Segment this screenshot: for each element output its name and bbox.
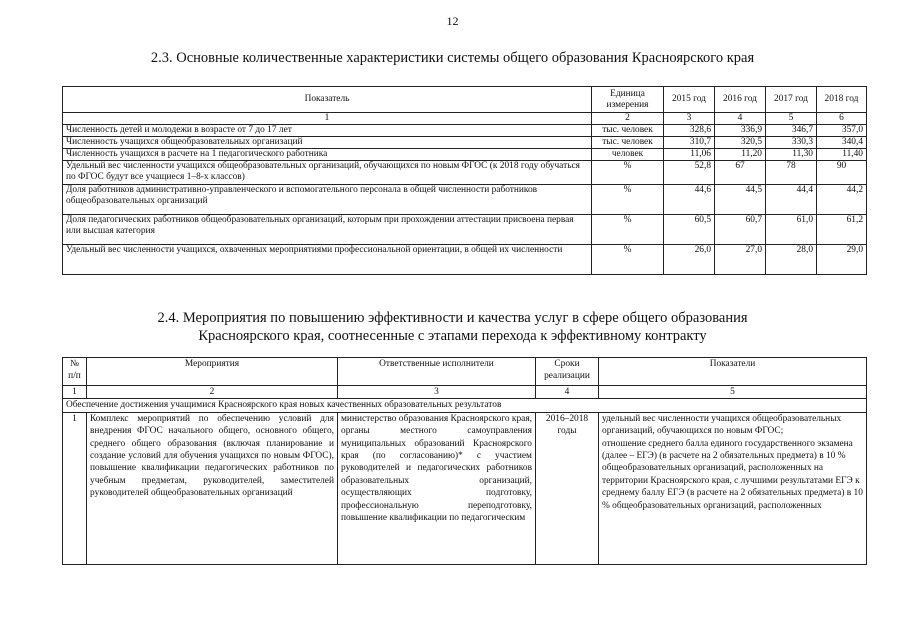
section-2-3-title: 2.3. Основные количественные характеристики системы общего образования Красноярского края <box>150 50 755 66</box>
row-value: 26,0 <box>664 244 715 274</box>
row-unit: % <box>592 244 664 274</box>
column-number: 5 <box>766 113 817 125</box>
group-title: Обеспечение достижения учащимися Красноярского края новых качественных образовательных результатов <box>63 399 867 412</box>
row-indicators <box>599 412 867 564</box>
table-row <box>63 184 867 214</box>
characteristics-table <box>62 86 867 275</box>
row-indicator: Численность учащихся общеобразовательных организаций <box>63 136 592 148</box>
row-term-unit: годы <box>557 426 577 437</box>
header-year-2017: 2017 год <box>766 87 817 113</box>
row-indicator: Удельный вес численности учащихся, охваченных мероприятиями профессиональной ориентации, в общей их численности <box>63 244 592 274</box>
column-number: 4 <box>715 113 766 125</box>
row-value: 28,0 <box>766 244 817 274</box>
column-number: 3 <box>664 113 715 125</box>
row-value: 44,4 <box>766 184 817 214</box>
table-row <box>63 160 867 184</box>
header-num: № п/п <box>63 358 87 386</box>
header-year-2016: 2016 год <box>715 87 766 113</box>
row-value: 44,2 <box>817 184 867 214</box>
row-value: 60,5 <box>664 214 715 244</box>
row-unit: тыс. человек <box>592 124 664 136</box>
header-year-2018: 2018 год <box>817 87 867 113</box>
table-row <box>63 124 867 136</box>
row-indicator: Численность детей и молодежи в возрасте от 7 до 17 лет <box>63 124 592 136</box>
row-value: 61,2 <box>817 214 867 244</box>
table-header-row <box>63 358 867 386</box>
row-value: 336,9 <box>715 124 766 136</box>
row-value: 320,5 <box>715 136 766 148</box>
column-number: 1 <box>63 386 87 399</box>
indicator-item: удельный вес численности учащихся общеобразовательных организаций, обучающихся по новым ФГОС; <box>602 413 842 437</box>
header-indicators: Показатели <box>599 358 867 386</box>
row-value: 330,3 <box>766 136 817 148</box>
row-indicator: Доля педагогических работников общеобразовательных организаций, которым при прохождении аттестации присвоена первая или высшая категория <box>63 214 592 244</box>
column-number: 3 <box>338 386 536 399</box>
row-num: 1 <box>63 412 87 564</box>
header-executors: Ответственные исполнители <box>338 358 536 386</box>
row-value: 44,5 <box>715 184 766 214</box>
row-term <box>536 412 599 564</box>
column-number: 4 <box>536 386 599 399</box>
row-term-years: 2016–2018 <box>545 413 589 424</box>
row-measure: Комплекс мероприятий по обеспечению условий для внедрения ФГОС начального общего, основного общего, среднего общего образования (включая планирование и создание условий для обучения учащихся по новым ФГОС), повышение квалификации педагогических работников по учебным предметам, руководителей, заместителей руководителей общеобразовательных организаций <box>87 412 338 564</box>
row-indicator: Численность учащихся в расчете на 1 педагогического работника <box>63 148 592 160</box>
row-value: 328,6 <box>664 124 715 136</box>
section-2-4-title-line-1: 2.4. Мероприятия по повышению эффективности и качества услуг в сфере общего образования <box>157 310 748 326</box>
header-unit: Единица измерения <box>592 87 664 113</box>
row-value: 52,8 <box>664 160 715 184</box>
group-row <box>63 399 867 412</box>
row-value: 44,6 <box>664 184 715 214</box>
row-unit: % <box>592 184 664 214</box>
row-value: 310,7 <box>664 136 715 148</box>
row-unit: человек <box>592 148 664 160</box>
header-indicator: Показатель <box>63 87 592 113</box>
row-value: 11,20 <box>715 148 766 160</box>
column-number: 6 <box>817 113 867 125</box>
row-executors: министерство образования Красноярского края, органы местного самоуправления муниципальных образований Красноярского края (по согласованию)* с участием руководителей и педагогических работников образовательных организаций, осуществляющих подготовку, профессиональную переподготовку, повышение квалификации по педагогическим <box>338 412 536 564</box>
page-number: 12 <box>446 14 459 28</box>
row-indicator: Доля работников административно-управленческого и вспомогательного персонала в общей численности работников общеобразовательных организаций <box>63 184 592 214</box>
row-value: 340,4 <box>817 136 867 148</box>
row-value: 357,0 <box>817 124 867 136</box>
row-unit: % <box>592 160 664 184</box>
row-value: 29,0 <box>817 244 867 274</box>
column-number: 1 <box>63 113 592 125</box>
row-value: 11,40 <box>817 148 867 160</box>
measures-table <box>62 357 867 565</box>
table-row <box>63 136 867 148</box>
section-2-4-title-line-2: Красноярского края, соотнесенные с этапами перехода к эффективному контракту <box>198 328 707 344</box>
table-row <box>63 214 867 244</box>
column-number: 2 <box>592 113 664 125</box>
row-value: 27,0 <box>715 244 766 274</box>
indicator-item: отношение среднего балла единого государственного экзамена (далее – ЕГЭ) (в расчете на 2 обязательных предмета) в 10 % общеобразовательных организаций, расположенных на территории Красноярского края, с лучшими результатами ЕГЭ к среднему баллу ЕГЭ (в расчете на 2 обязательных предмета) в 10 % общеобразовательных организаций, расположенных <box>602 438 863 511</box>
row-value: 61,0 <box>766 214 817 244</box>
header-measures: Мероприятия <box>87 358 338 386</box>
header-terms: Сроки реализации <box>536 358 599 386</box>
row-value: 78 <box>766 160 817 184</box>
column-number: 2 <box>87 386 338 399</box>
table-row <box>63 148 867 160</box>
row-unit: тыс. человек <box>592 136 664 148</box>
row-value: 90 <box>817 160 867 184</box>
table-header-row <box>63 87 867 113</box>
row-indicator: Удельный вес численности учащихся общеобразовательных организаций, обучающихся по новым ФГОС (к 2018 году обучаться по ФГОС будут все учащиеся 1–8-х классов) <box>63 160 592 184</box>
column-number-row <box>63 113 867 125</box>
row-value: 60,7 <box>715 214 766 244</box>
table-row <box>63 412 867 564</box>
row-unit: % <box>592 214 664 244</box>
row-value: 11,30 <box>766 148 817 160</box>
column-number: 5 <box>599 386 867 399</box>
row-value: 346,7 <box>766 124 817 136</box>
column-number-row <box>63 386 867 399</box>
table-row <box>63 244 867 274</box>
header-year-2015: 2015 год <box>664 87 715 113</box>
row-value: 67 <box>715 160 766 184</box>
row-value: 11,06 <box>664 148 715 160</box>
